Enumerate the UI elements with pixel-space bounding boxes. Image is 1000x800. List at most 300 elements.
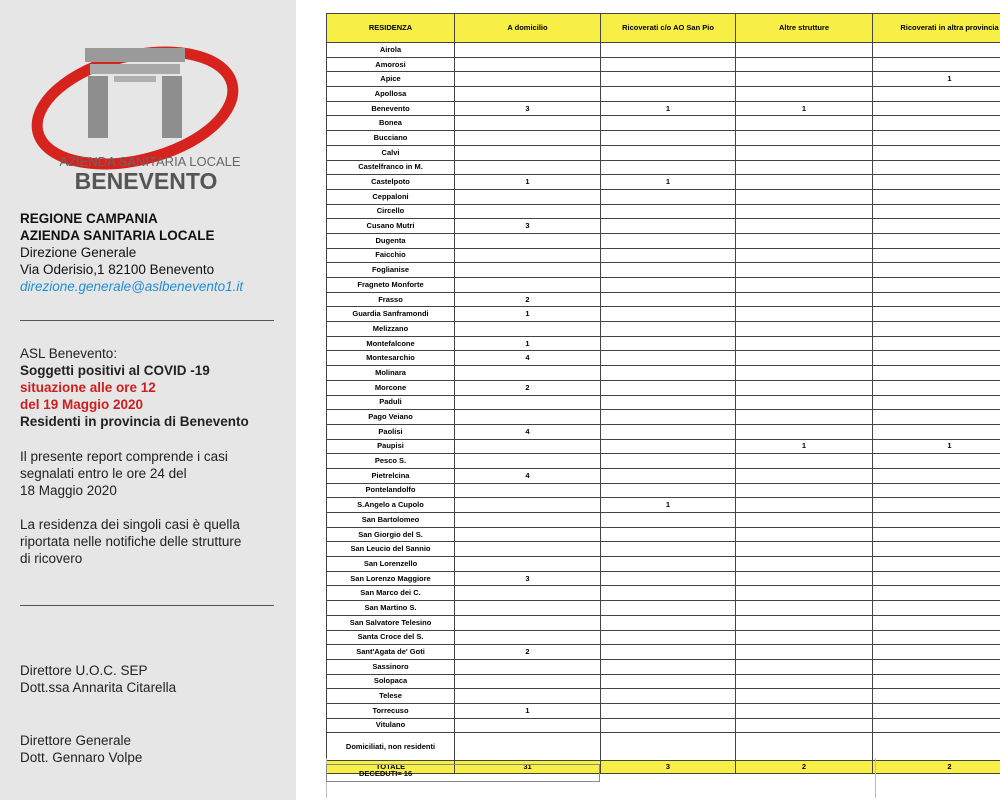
cell-count (736, 292, 873, 307)
table-row (327, 454, 1000, 469)
cell-count (873, 233, 1000, 248)
cell-count (736, 336, 873, 351)
cell-count (736, 410, 873, 425)
cell-count (873, 498, 1000, 513)
cell-count: 1 (736, 439, 873, 454)
cell-residence: Fragneto Monforte (327, 278, 455, 293)
cell-count (873, 513, 1000, 528)
cell-count (601, 703, 736, 718)
cell-count (601, 395, 736, 410)
cell-count (736, 395, 873, 410)
cell-count: 2 (455, 380, 601, 395)
cell-count (601, 248, 736, 263)
cell-count (873, 527, 1000, 542)
cell-count: 1 (873, 439, 1000, 454)
cell-residence: Frasso (327, 292, 455, 307)
cell-count (455, 145, 601, 160)
cell-residence: S.Angelo a Cupolo (327, 498, 455, 513)
divider-top (20, 320, 274, 321)
cell-count (736, 380, 873, 395)
covid-cases-table (326, 13, 1000, 774)
cell-count: 1 (455, 336, 601, 351)
cell-count: 4 (455, 468, 601, 483)
cell-count (601, 513, 736, 528)
org-info (20, 210, 243, 295)
situation-time: situazione alle ore 12 (20, 380, 156, 395)
cell-count (601, 233, 736, 248)
table-row (327, 72, 1000, 87)
cell-count (736, 513, 873, 528)
cell-count (873, 57, 1000, 72)
cell-count (601, 439, 736, 454)
note-line: di ricovero (20, 551, 83, 566)
cell-count (601, 131, 736, 146)
cell-count (455, 322, 601, 337)
table-row (327, 145, 1000, 160)
cell-count (736, 527, 873, 542)
asl-benevento-logo (30, 30, 270, 200)
cell-count (455, 116, 601, 131)
cell-count (873, 645, 1000, 660)
cell-count (873, 87, 1000, 102)
cell-count (873, 718, 1000, 733)
cell-count: 1 (736, 101, 873, 116)
table-row (327, 410, 1000, 425)
cell-count (601, 87, 736, 102)
total-count: 3 (601, 761, 736, 774)
org-agency: AZIENDA SANITARIA LOCALE (20, 228, 215, 243)
cell-residence: Bucciano (327, 131, 455, 146)
total-count: 2 (736, 761, 873, 774)
cell-residence: San Lorenzello (327, 557, 455, 572)
cell-count (736, 263, 873, 278)
cell-count (736, 322, 873, 337)
cell-count (736, 733, 873, 761)
cell-count (455, 483, 601, 498)
cell-residence: Benevento (327, 101, 455, 116)
cell-count (455, 718, 601, 733)
cell-count (873, 307, 1000, 322)
table-row (327, 557, 1000, 572)
cell-count (601, 527, 736, 542)
cell-count (736, 219, 873, 234)
cell-residence: Airola (327, 43, 455, 58)
cell-count (736, 131, 873, 146)
cell-count (873, 219, 1000, 234)
note-line: riportata nelle notifiche delle strutture (20, 534, 242, 549)
cell-count (873, 571, 1000, 586)
table-row (327, 498, 1000, 513)
cell-count (455, 263, 601, 278)
org-region: REGIONE CAMPANIA (20, 211, 158, 226)
cell-count (736, 72, 873, 87)
org-address: Via Oderisio,1 82100 Benevento (20, 262, 215, 277)
cell-count (455, 542, 601, 557)
cell-count (873, 659, 1000, 674)
table-row (327, 630, 1000, 645)
cell-residence: Cusano Mutri (327, 219, 455, 234)
table-row (327, 615, 1000, 630)
cell-residence: Ceppaloni (327, 189, 455, 204)
cell-residence: San Marco dei C. (327, 586, 455, 601)
cell-count (873, 336, 1000, 351)
cell-count (736, 586, 873, 601)
cell-residence: Telese (327, 689, 455, 704)
cell-count (736, 601, 873, 616)
table-row (327, 689, 1000, 704)
cell-residence: Montefalcone (327, 336, 455, 351)
cell-count (873, 189, 1000, 204)
table-row (327, 248, 1000, 263)
situation-date: del 19 Maggio 2020 (20, 397, 144, 412)
cell-residence: Pontelandolfo (327, 483, 455, 498)
table-row (327, 468, 1000, 483)
cell-residence: Sant'Agata de' Goti (327, 645, 455, 660)
cell-count (601, 718, 736, 733)
cell-residence: San Martino S. (327, 601, 455, 616)
cell-count (455, 366, 601, 381)
cell-count (736, 43, 873, 58)
table-row (327, 645, 1000, 660)
table-row (327, 586, 1000, 601)
cell-count (736, 468, 873, 483)
note-line: 18 Maggio 2020 (20, 483, 117, 498)
cell-count (601, 659, 736, 674)
total-count: 2 (873, 761, 1000, 774)
cell-count (873, 248, 1000, 263)
cell-count (873, 674, 1000, 689)
cell-residence: Amorosi (327, 57, 455, 72)
cell-count (601, 204, 736, 219)
report-title: ASL Benevento: (20, 346, 118, 361)
cell-count (455, 733, 601, 761)
cell-count (455, 674, 601, 689)
cell-residence: San Bartolomeo (327, 513, 455, 528)
cell-count (873, 586, 1000, 601)
table-row (327, 116, 1000, 131)
table-row (327, 160, 1000, 175)
table-row (327, 542, 1000, 557)
table-row (327, 87, 1000, 102)
cell-count: 1 (455, 175, 601, 190)
table-row (327, 292, 1000, 307)
cell-count (601, 601, 736, 616)
director-sep (20, 662, 176, 696)
cell-count: 1 (873, 72, 1000, 87)
table-row (327, 175, 1000, 190)
director-gen-name: Dott. Gennaro Volpe (20, 750, 143, 765)
cell-count (455, 43, 601, 58)
cell-count (736, 645, 873, 660)
cell-count (873, 278, 1000, 293)
cell-count: 4 (455, 351, 601, 366)
table-row (327, 307, 1000, 322)
cell-count (873, 630, 1000, 645)
cell-count (601, 263, 736, 278)
cell-residence: Bonea (327, 116, 455, 131)
cell-count (736, 689, 873, 704)
table-row (327, 351, 1000, 366)
cell-residence: Paupisi (327, 439, 455, 454)
cell-residence: Domiciliati, non residenti (327, 733, 455, 761)
cell-count (601, 43, 736, 58)
cell-residence: Torrecuso (327, 703, 455, 718)
cell-count: 3 (455, 219, 601, 234)
cell-count (455, 204, 601, 219)
cell-count (873, 160, 1000, 175)
table-row (327, 189, 1000, 204)
cell-count (873, 454, 1000, 469)
cell-count (455, 586, 601, 601)
cell-count (736, 366, 873, 381)
cell-count (601, 733, 736, 761)
table-row (327, 204, 1000, 219)
cell-count (873, 43, 1000, 58)
col-header-residenza: RESIDENZA (327, 14, 455, 43)
table-row (327, 101, 1000, 116)
table-row (327, 263, 1000, 278)
cell-count (736, 57, 873, 72)
total-label: TOTALE (327, 761, 455, 774)
cell-count (601, 571, 736, 586)
cell-count (736, 542, 873, 557)
cell-count (736, 703, 873, 718)
cell-count (873, 557, 1000, 572)
cell-count (736, 307, 873, 322)
cell-count (601, 145, 736, 160)
cell-residence: Sassinoro (327, 659, 455, 674)
cell-count (873, 468, 1000, 483)
table-row (327, 366, 1000, 381)
cell-residence: Pesco S. (327, 454, 455, 469)
cell-residence: Paolisi (327, 424, 455, 439)
cell-count (601, 645, 736, 660)
cell-count (873, 145, 1000, 160)
cell-count: 1 (455, 703, 601, 718)
director-gen-role: Direttore Generale (20, 733, 132, 748)
table-header-row (327, 14, 1000, 43)
note-line: Il presente report comprende i casi (20, 449, 228, 464)
cell-count (736, 659, 873, 674)
cell-count (736, 674, 873, 689)
table-row (327, 336, 1000, 351)
cell-count (455, 513, 601, 528)
cell-count (455, 601, 601, 616)
cell-residence: Melizzano (327, 322, 455, 337)
cell-count (736, 630, 873, 645)
cell-count (873, 131, 1000, 146)
cell-residence: Circello (327, 204, 455, 219)
table-row (327, 733, 1000, 761)
table-row (327, 601, 1000, 616)
cell-residence: Morcone (327, 380, 455, 395)
cell-residence: Calvi (327, 145, 455, 160)
cell-count (601, 454, 736, 469)
cell-count (601, 351, 736, 366)
cell-count (736, 248, 873, 263)
cell-count (601, 72, 736, 87)
cell-count (601, 57, 736, 72)
table-row (327, 219, 1000, 234)
cell-count (601, 278, 736, 293)
cell-count: 2 (455, 645, 601, 660)
cell-count (873, 101, 1000, 116)
table-row (327, 57, 1000, 72)
cell-count (601, 586, 736, 601)
cell-residence: San Lorenzo Maggiore (327, 571, 455, 586)
cell-residence: Pago Veiano (327, 410, 455, 425)
cell-count (455, 160, 601, 175)
cell-count (873, 366, 1000, 381)
cell-count (601, 219, 736, 234)
director-sep-role: Direttore U.O.C. SEP (20, 663, 148, 678)
cell-residence: San Giorgio del S. (327, 527, 455, 542)
cell-count: 1 (455, 307, 601, 322)
cell-count (873, 542, 1000, 557)
table-row (327, 483, 1000, 498)
cell-residence: Santa Croce del S. (327, 630, 455, 645)
cell-count (601, 380, 736, 395)
table-row (327, 513, 1000, 528)
cell-count (455, 615, 601, 630)
cell-count (601, 483, 736, 498)
cell-residence: Faicchio (327, 248, 455, 263)
cell-residence: Solopaca (327, 674, 455, 689)
table-row (327, 278, 1000, 293)
cell-count (736, 483, 873, 498)
cell-residence: Apice (327, 72, 455, 87)
cell-count (601, 424, 736, 439)
cell-count (455, 410, 601, 425)
col-header-altre-strutture: Altre strutture (736, 14, 873, 43)
cell-count (873, 116, 1000, 131)
cell-count (455, 57, 601, 72)
cell-count (601, 189, 736, 204)
col-header-altra-provincia: Ricoverati in altra provincia (873, 14, 1000, 43)
cell-residence: Vitulano (327, 718, 455, 733)
cell-count (455, 439, 601, 454)
sidebar (0, 0, 296, 800)
cell-count (601, 366, 736, 381)
note-line: segnalati entro le ore 24 del (20, 466, 187, 481)
table-row (327, 380, 1000, 395)
table-row (327, 439, 1000, 454)
cell-residence: San Salvatore Telesino (327, 615, 455, 630)
cell-residence: Apollosa (327, 87, 455, 102)
director-general (20, 732, 142, 766)
cell-count (601, 160, 736, 175)
residents-scope: Residenti in provincia di Benevento (20, 414, 249, 429)
cell-count (873, 703, 1000, 718)
cell-count (873, 380, 1000, 395)
cell-count (601, 116, 736, 131)
cell-count (873, 292, 1000, 307)
cell-residence: San Leucio del Sannio (327, 542, 455, 557)
cell-count (601, 630, 736, 645)
cell-count (736, 175, 873, 190)
cell-count (736, 233, 873, 248)
cell-count (455, 72, 601, 87)
table-row (327, 43, 1000, 58)
cell-count (601, 307, 736, 322)
cell-count (601, 674, 736, 689)
cell-residence: Castelfranco in M. (327, 160, 455, 175)
report-note-cases (20, 448, 228, 499)
cell-count (455, 131, 601, 146)
cell-count (736, 571, 873, 586)
cell-count (455, 248, 601, 263)
table-row (327, 674, 1000, 689)
cell-count (601, 689, 736, 704)
table-row (327, 718, 1000, 733)
cell-residence: Guardia Sanframondi (327, 307, 455, 322)
cell-count (736, 557, 873, 572)
cell-residence: Pietrelcina (327, 468, 455, 483)
cell-count (455, 454, 601, 469)
director-sep-name: Dott.ssa Annarita Citarella (20, 680, 177, 695)
cell-count (601, 322, 736, 337)
cell-count (601, 410, 736, 425)
cell-count (455, 87, 601, 102)
cell-count (736, 189, 873, 204)
table-row (327, 424, 1000, 439)
cell-count (455, 233, 601, 248)
cell-count: 4 (455, 424, 601, 439)
org-direction: Direzione Generale (20, 245, 137, 260)
cell-count (873, 204, 1000, 219)
cell-residence: Castelpoto (327, 175, 455, 190)
cell-count (736, 718, 873, 733)
cell-residence: Molinara (327, 366, 455, 381)
cell-count (601, 336, 736, 351)
cell-count (455, 395, 601, 410)
cell-count (873, 483, 1000, 498)
deceased-count: DECEDUTI= 16 (326, 764, 600, 782)
cell-count (601, 292, 736, 307)
cell-count (455, 689, 601, 704)
cell-count: 1 (601, 175, 736, 190)
cell-count: 1 (601, 498, 736, 513)
total-count: 31 (455, 761, 601, 774)
cell-count (455, 527, 601, 542)
table-row (327, 703, 1000, 718)
logo-text-line1: AZIENDA SANITARIA LOCALE (59, 154, 241, 169)
cell-count (736, 116, 873, 131)
cell-count (455, 498, 601, 513)
table-row (327, 322, 1000, 337)
org-email-link[interactable]: direzione.generale@aslbenevento1.it (20, 279, 244, 294)
cell-count (736, 424, 873, 439)
cell-count (873, 175, 1000, 190)
cell-count (455, 630, 601, 645)
cell-count: 3 (455, 101, 601, 116)
cell-count (455, 659, 601, 674)
table-row (327, 395, 1000, 410)
cell-count (601, 468, 736, 483)
report-subtitle: Soggetti positivi al COVID -19 (20, 363, 210, 378)
cell-count: 2 (455, 292, 601, 307)
logo-text-line2: BENEVENTO (74, 168, 218, 194)
cell-count (601, 542, 736, 557)
cell-count (736, 87, 873, 102)
table-row (327, 527, 1000, 542)
divider-bottom (20, 605, 274, 606)
cell-residence: Foglianise (327, 263, 455, 278)
cell-count: 3 (455, 571, 601, 586)
table-row (327, 233, 1000, 248)
cell-count (736, 351, 873, 366)
cell-count (455, 278, 601, 293)
